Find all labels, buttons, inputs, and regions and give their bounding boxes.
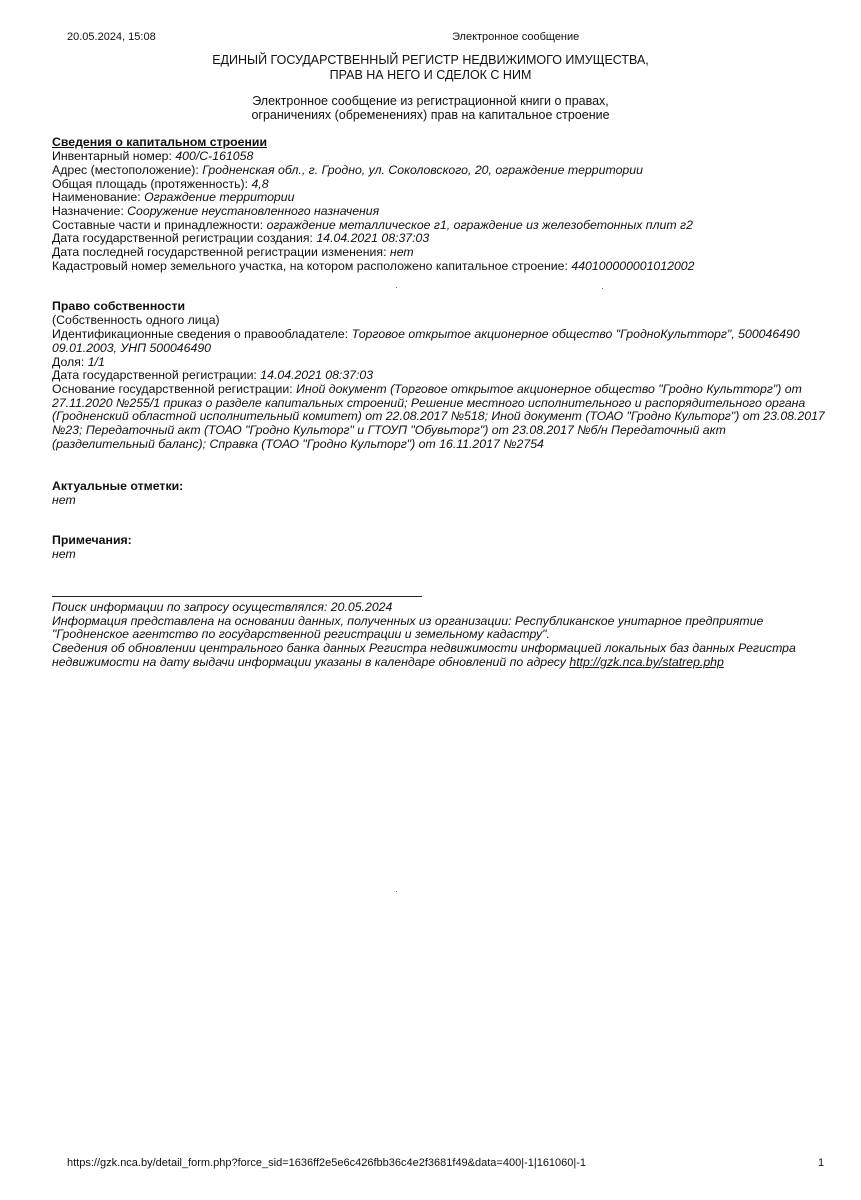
ownership-type: (Собственность одного лица): [52, 313, 220, 327]
basis-line-3: (Гродненский областной исполнительный комитет) от 22.08.2017 №518; Иной документ (ТОАО "Гродно Культорг") от 23.08.2017: [52, 409, 825, 423]
print-doc-type: Электронное сообщение: [452, 31, 580, 43]
address-value: Гродненская обл., г. Гродно, ул. Соколовского, 20, ограждение территории: [202, 163, 643, 177]
owner-label: Идентификационные сведения о правообладателе:: [52, 327, 349, 341]
message-subtitle-line1: Электронное сообщение из регистрационной книги о правах,: [252, 94, 609, 108]
basis-line-4: №23; Передаточный акт (ТОАО "Гродно Культорг" и ГТОУП "Обувьторг") от 23.08.2017 №б/н Передаточный акт: [52, 423, 726, 437]
address-label: Адрес (местоположение):: [52, 163, 199, 177]
page-number: 1: [818, 1157, 825, 1169]
area-label: Общая площадь (протяженность):: [52, 177, 249, 191]
building-heading: Сведения о капитальном строении: [52, 135, 268, 149]
scan-speck: [396, 891, 397, 892]
source-note-line1: Информация представлена на основании данных, полученных из организации: Республиканское унитарное предприятие: [52, 614, 764, 628]
basis-row: [52, 383, 802, 397]
reg-date-label: Дата государственной регистрации:: [52, 368, 257, 382]
inventory-value: 400/С-161058: [175, 149, 254, 163]
created-value: 14.04.2021 08:37:03: [316, 231, 430, 245]
basis-value: Иной документ (Торговое открытое акционерное общество "Гродно Культторг") от: [296, 382, 802, 396]
inventory-label: Инвентарный номер:: [52, 149, 172, 163]
cadastral-value: 440100000001012002: [571, 259, 695, 273]
share-label: Доля:: [52, 355, 85, 369]
update-note-text: недвижимости на дату выдачи информации указаны в календаре обновлений по адресу: [52, 655, 566, 669]
share-value: 1/1: [87, 355, 105, 369]
address-row: [52, 164, 643, 178]
reg-date-row: [52, 369, 373, 383]
source-note-line2: "Гродненское агентство по государственной регистрации и земельному кадастру".: [52, 627, 550, 641]
purpose-row: [52, 205, 379, 219]
purpose-label: Назначение:: [52, 204, 124, 218]
footnote-separator: [52, 596, 422, 597]
register-title-line1: ЕДИНЫЙ ГОСУДАРСТВЕННЫЙ РЕГИСТР НЕДВИЖИМОГО ИМУЩЕСТВА,: [212, 53, 649, 67]
area-value: 4,8: [251, 177, 269, 191]
marks-value: нет: [52, 493, 76, 507]
changed-label: Дата последней государственной регистрации изменения:: [52, 245, 387, 259]
reg-date-value: 14.04.2021 08:37:03: [260, 368, 374, 382]
basis-line-5: (разделительный баланс); Справка (ТОАО "Гродно Культорг") от 16.11.2017 №2754: [52, 437, 544, 451]
owner-row: [52, 328, 800, 342]
search-date-note: Поиск информации по запросу осуществлялся: 20.05.2024: [52, 600, 393, 614]
parts-label: Составные части и принадлежности:: [52, 218, 264, 232]
created-row: [52, 232, 429, 246]
marks-heading: Актуальные отметки:: [52, 479, 184, 493]
cadastral-label: Кадастровый номер земельного участка, на котором расположено капитальное строение:: [52, 259, 568, 273]
statrep-link[interactable]: http://gzk.nca.by/statrep.php: [569, 655, 724, 669]
page-url: https://gzk.nca.by/detail_form.php?force_sid=1636ff2e5e6c426fbb36c4e2f3681f49&data=400|-1|161060|-1: [67, 1157, 587, 1169]
name-label: Наименование:: [52, 190, 141, 204]
changed-value: нет: [389, 245, 414, 259]
owner-value-continued: 09.01.2003, УНП 500046490: [52, 341, 211, 355]
basis-line-2: 27.11.2020 №255/1 приказ о разделе капитальных строений; Решение местного исполнительного и распорядительного органа: [52, 396, 806, 410]
message-subtitle-line2: ограничениях (обременениях) прав на капитальное строение: [251, 108, 610, 122]
name-row: [52, 191, 294, 205]
basis-label: Основание государственной регистрации:: [52, 382, 293, 396]
created-label: Дата государственной регистрации создания:: [52, 231, 313, 245]
ownership-heading: Право собственности: [52, 299, 186, 313]
purpose-value: Сооружение неустановленного назначения: [127, 204, 380, 218]
owner-value: Торговое открытое акционерное общество "ГродноКультторг", 500046490: [351, 327, 800, 341]
update-note-line2: [52, 656, 724, 670]
cadastral-row: [52, 260, 694, 274]
parts-value: ограждение металлическое г1, ограждение из железобетонных плит г2: [266, 218, 693, 232]
update-note-line1: Сведения об обновлении центрального банка данных Регистра недвижимости информацией локальных баз данных Регистра: [52, 641, 796, 655]
notes-heading: Примечания:: [52, 533, 132, 547]
register-title-line2: ПРАВ НА НЕГО И СДЕЛОК С НИМ: [329, 68, 532, 82]
changed-row: [52, 246, 414, 260]
notes-value: нет: [52, 547, 76, 561]
scan-speck: [602, 288, 603, 289]
scan-speck: [396, 287, 397, 288]
name-value: Ограждение территории: [144, 190, 295, 204]
print-datetime: 20.05.2024, 15:08: [67, 31, 156, 43]
inventory-row: [52, 150, 253, 164]
